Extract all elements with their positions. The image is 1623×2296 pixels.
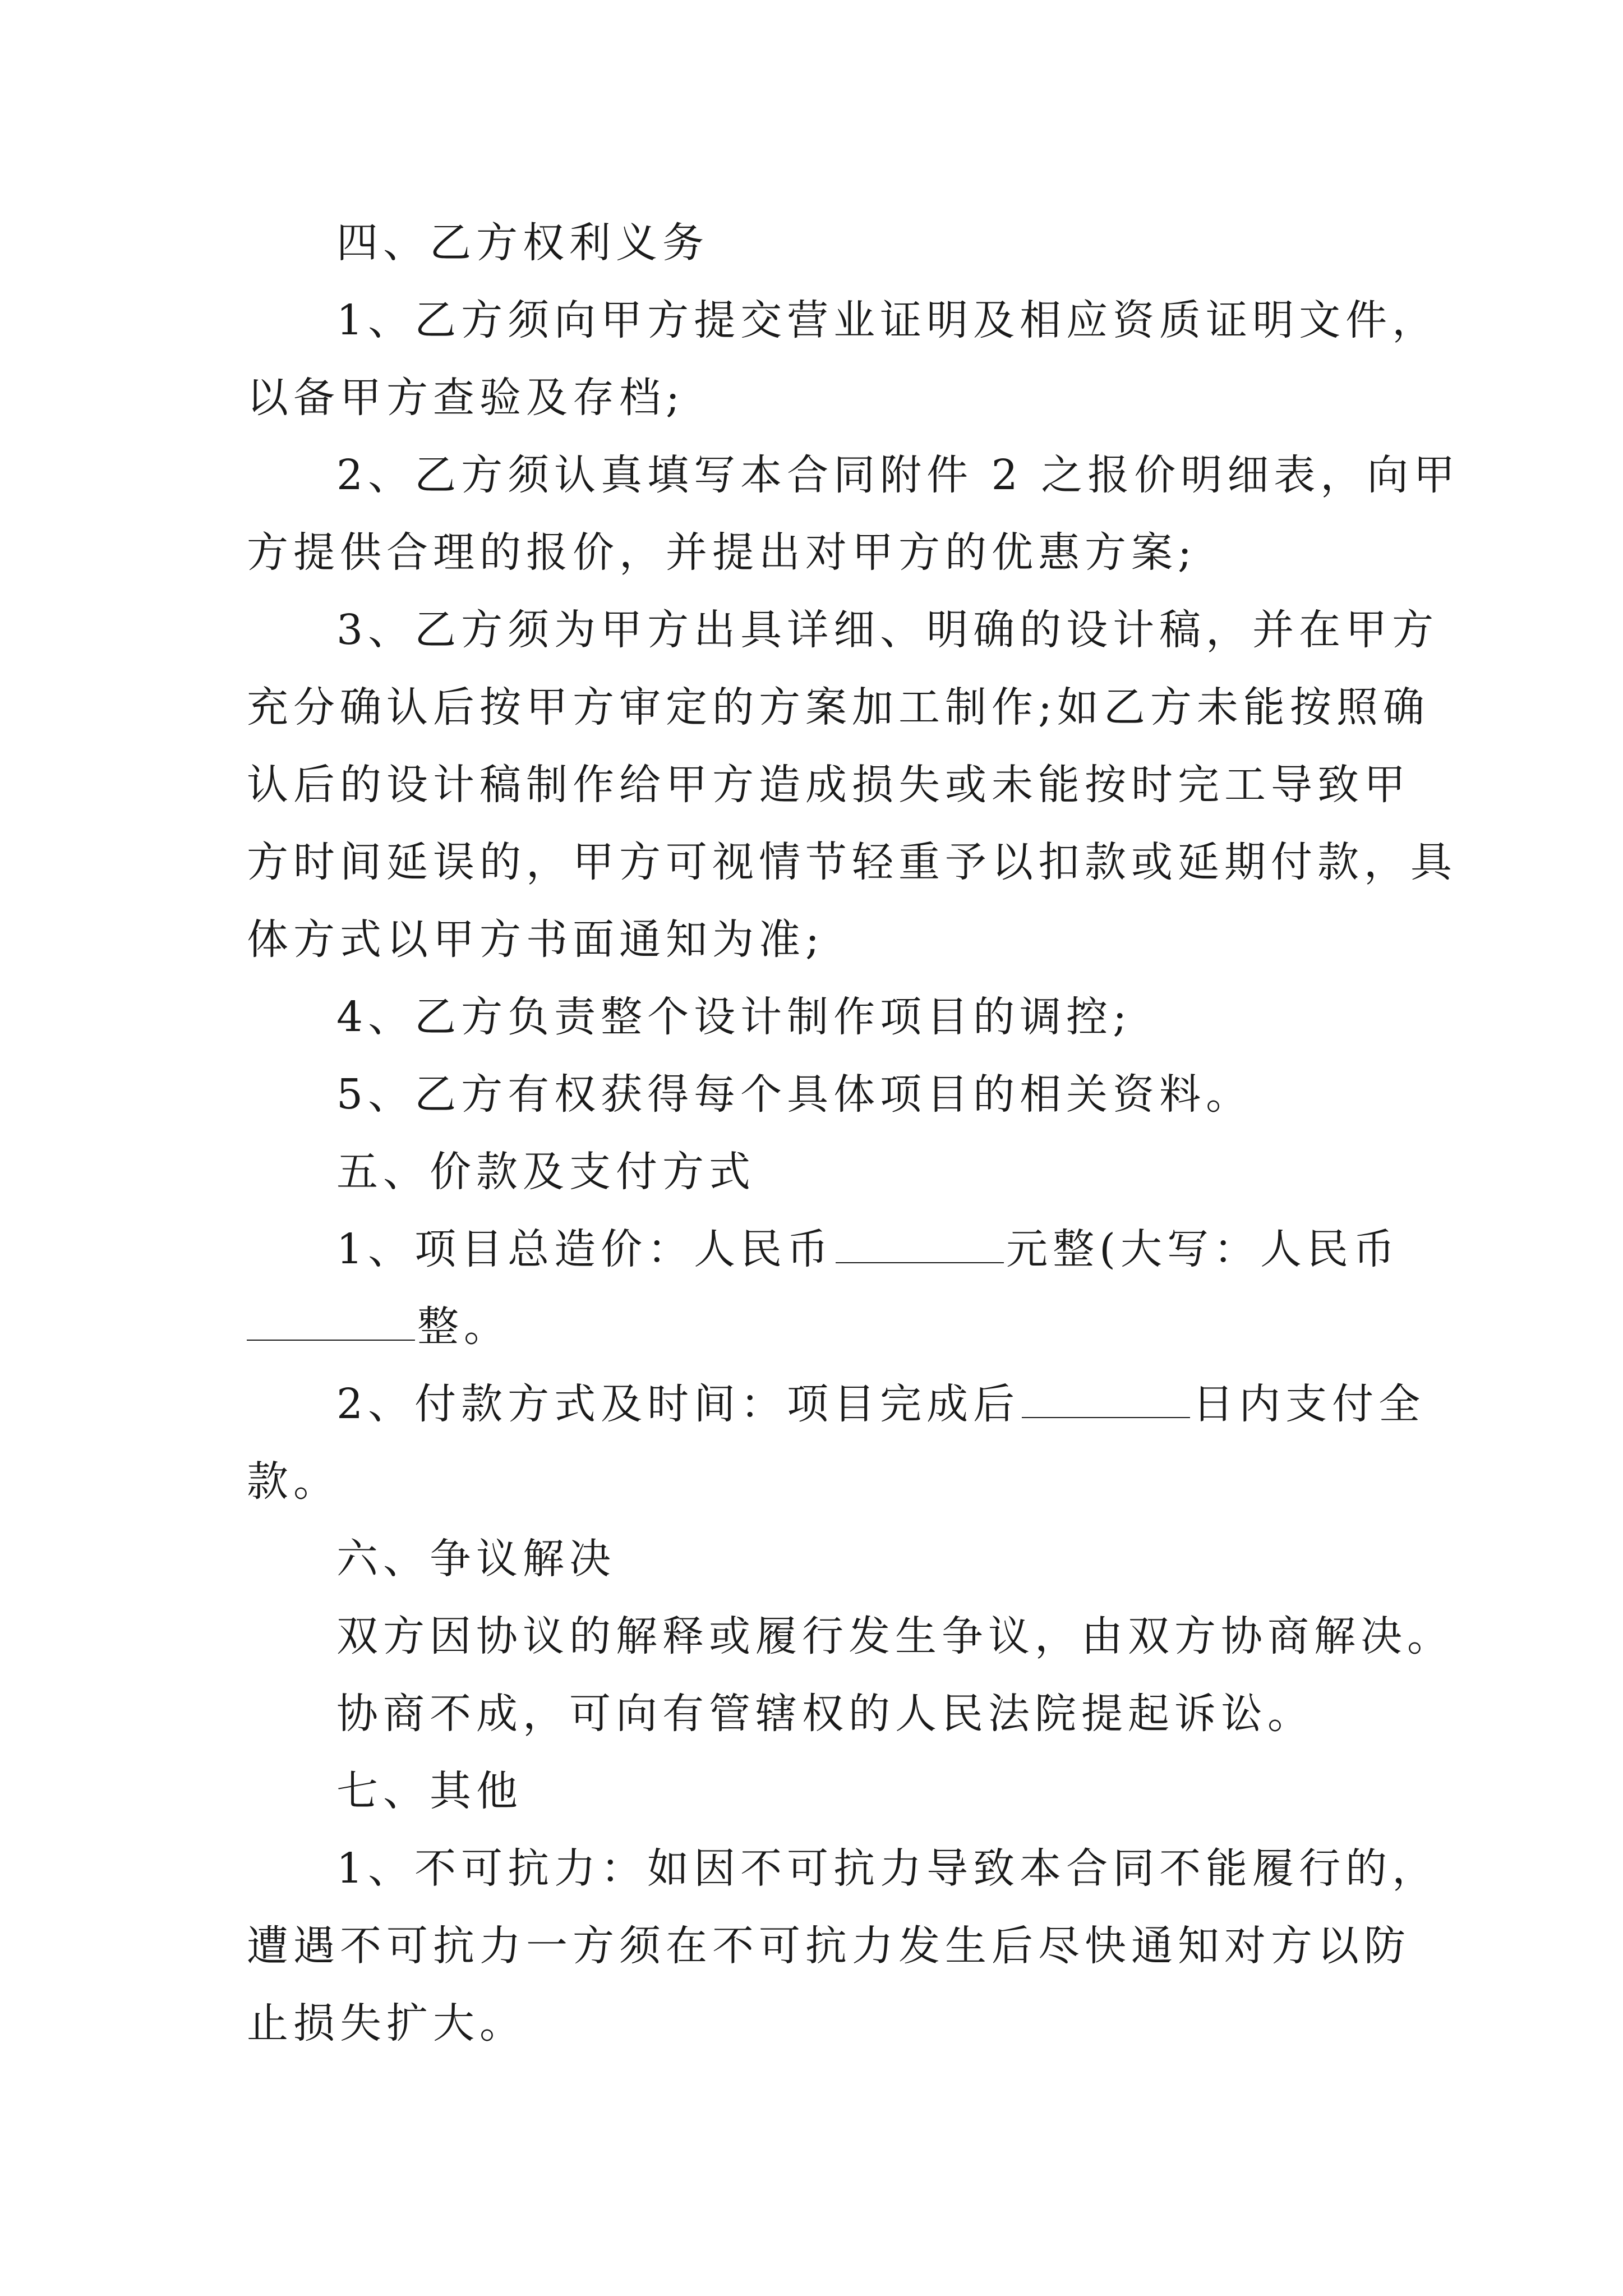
section-6-line-1: 双方因协议的解释或履行发生争议，由双方协商解决。 xyxy=(336,1612,1454,1660)
section-4-item-3-line-5: 体方式以甲方书面通知为准; xyxy=(247,915,824,964)
section-4-item-2-line-1: 2、乙方须认真填写本合同附件 2 之报价明细表，向甲 xyxy=(336,451,1460,499)
section-5-item-1-line-2 xyxy=(247,1301,510,1352)
section-5-item-2-prefix: 2、付款方式及时间：项目完成后 xyxy=(336,1380,1020,1428)
section-6-heading: 六、争议解决 xyxy=(336,1535,616,1583)
section-4-item-5: 5、乙方有权获得每个具体项目的相关资料。 xyxy=(336,1070,1253,1119)
section-5-item-1-line-1 xyxy=(336,1224,1400,1274)
section-6-line-2: 协商不成，可向有管辖权的人民法院提起诉讼。 xyxy=(336,1690,1314,1738)
section-5-item-1-prefix: 1、项目总造价：人民币 xyxy=(336,1225,834,1273)
section-5-heading: 五、价款及支付方式 xyxy=(336,1148,755,1196)
section-7-heading: 七、其他 xyxy=(336,1767,523,1815)
section-4-item-2-line-2: 方提供合理的报价，并提出对甲方的优惠方案; xyxy=(247,528,1197,577)
section-5-item-2-line-2: 款。 xyxy=(247,1457,340,1506)
section-5-item-2-middle: 日内支付全 xyxy=(1192,1380,1426,1428)
section-7-item-1-line-1: 1、不可抗力：如因不可抗力导致本合同不能履行的， xyxy=(336,1844,1439,1893)
section-4-item-3-line-3: 认后的设计稿制作给甲方造成损失或未能按时完工导致甲 xyxy=(247,761,1410,809)
section-4-item-3-line-4: 方时间延误的，甲方可视情节轻重予以扣款或延期付款，具 xyxy=(247,838,1457,886)
section-4-item-4: 4、乙方负责整个设计制作项目的调控; xyxy=(336,993,1132,1041)
section-7-item-1-line-2: 遭遇不可抗力一方须在不可抗力发生后尽快通知对方以防 xyxy=(247,1922,1410,1970)
payment-days-blank-field xyxy=(1022,1382,1190,1418)
section-4-item-3-line-2: 充分确认后按甲方审定的方案加工制作;如乙方未能按照确 xyxy=(247,683,1430,731)
section-4-heading: 四、乙方权利义务 xyxy=(336,219,709,267)
price-blank-field xyxy=(836,1227,1004,1263)
price-uppercase-blank-field xyxy=(247,1305,415,1341)
section-5-item-2-line-1 xyxy=(336,1379,1425,1429)
section-4-item-3-line-1: 3、乙方须为甲方出具详细、明确的设计稿，并在甲方 xyxy=(336,606,1439,654)
section-7-item-1-line-3: 止损失扩大。 xyxy=(247,1999,526,2047)
section-4-item-1-line-1: 1、乙方须向甲方提交营业证明及相应资质证明文件， xyxy=(336,296,1439,344)
section-5-item-1-middle: 元整(大写：人民币 xyxy=(1006,1225,1400,1273)
section-5-item-1-suffix: 整。 xyxy=(417,1303,510,1351)
section-4-item-1-line-2: 以备甲方查验及存档; xyxy=(247,374,685,422)
